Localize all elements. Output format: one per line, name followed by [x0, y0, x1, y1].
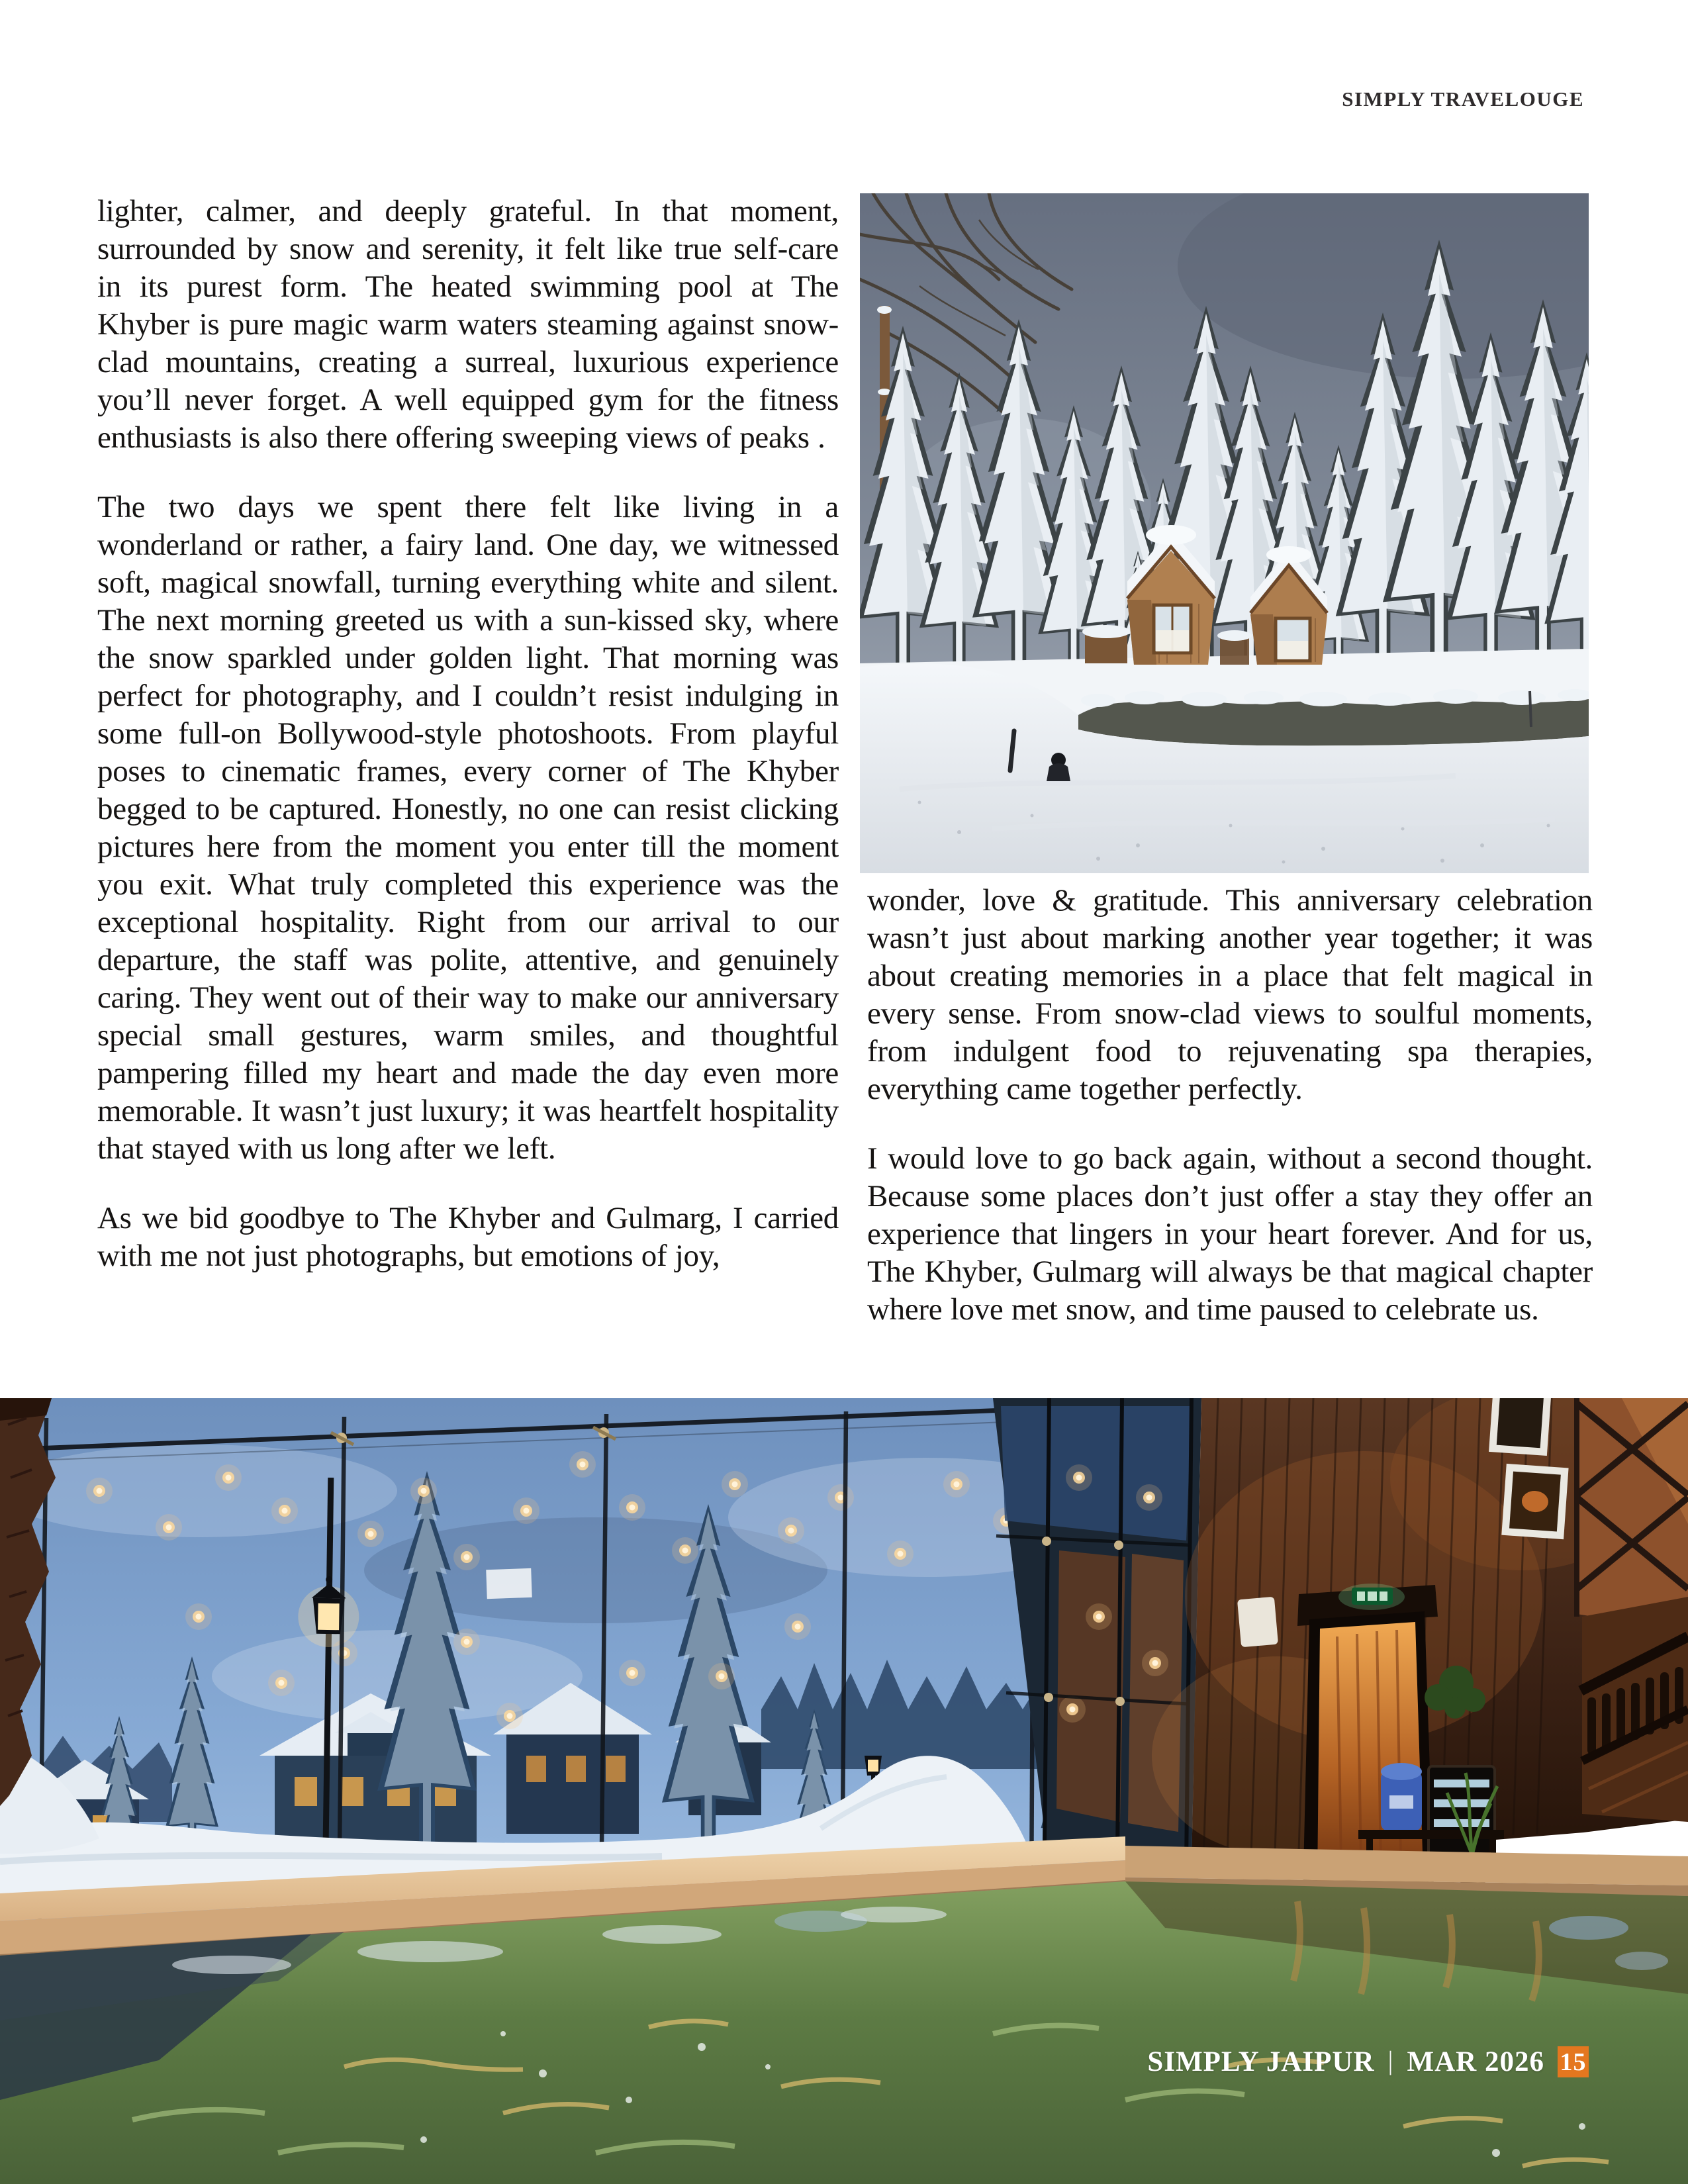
snow-cabins-photo	[860, 193, 1589, 873]
footer-separator: |	[1387, 2046, 1394, 2075]
body-paragraph: I would love to go back again, without a second thought. Because some places don’t just offer a stay they offer an experience that lingers in your heart forever. And for us, The Khyber, Gulmarg will always be that magical chapter where love met snow, and time paused to celebrate us.	[867, 1141, 1593, 1327]
left-column	[97, 193, 839, 1275]
page-number-badge: 15	[1558, 2046, 1589, 2077]
body-paragraph: The two days we spent there felt like living in a wonderland or rather, a fairy land. One day, we witnessed soft, magical snowfall, turning everything white and silent. The next morning greeted us with a sun-kissed sky, where the snow sparkled under golden light. That morning was perfect for photography, and I couldn’t resist indulging in some full-on Bollywood-style photoshoots. From playful poses to cinematic frames, every corner of The Khyber begged to be captured. Honestly, no one can resist clicking pictures here from the moment you enter till the moment you exit. What truly completed this experience was the exceptional hospitality. Right from our arrival to our departure, the staff was polite, attentive, and genuinely caring. They went out of their way to make our anniversary special small gestures, warm smiles, and thoughtful pampering filled my heart and made the day even more memorable. It wasn’t just luxury; it was heartfelt hospitality that stayed with us long after we left.	[97, 490, 839, 1166]
snow-cabins-illustration	[860, 193, 1589, 873]
page-footer	[1147, 2046, 1589, 2078]
body-paragraph: lighter, calmer, and deeply grateful. In that moment, surrounded by snow and serenity, it felt like true self-care in its purest form. The heated swimming pool at The Khyber is pure magic warm waters steaming against snow-clad mountains, creating a surreal, luxurious experience you’ll never forget. A well equipped gym for the fitness enthusiasts is also there offering sweeping views of peaks .	[97, 194, 839, 455]
body-paragraph: wonder, love & gratitude. This anniversary celebration wasn’t just about marking another year together; it was about creating memories in a place that felt magical in every sense. From snow-clad views to soulful moments, from indulgent food to rejuvenating spa therapies, everything came together perfectly.	[867, 883, 1593, 1106]
right-column	[867, 882, 1593, 1329]
body-paragraph: As we bid goodbye to The Khyber and Gulmarg, I carried with me not just photographs, but emotions of joy,	[97, 1201, 839, 1273]
page-header: SIMPLY TRAVELOUGE	[1342, 87, 1584, 111]
footer-magazine: SIMPLY JAIPUR	[1147, 2046, 1375, 2077]
footer-issue: MAR 2026	[1407, 2046, 1544, 2077]
